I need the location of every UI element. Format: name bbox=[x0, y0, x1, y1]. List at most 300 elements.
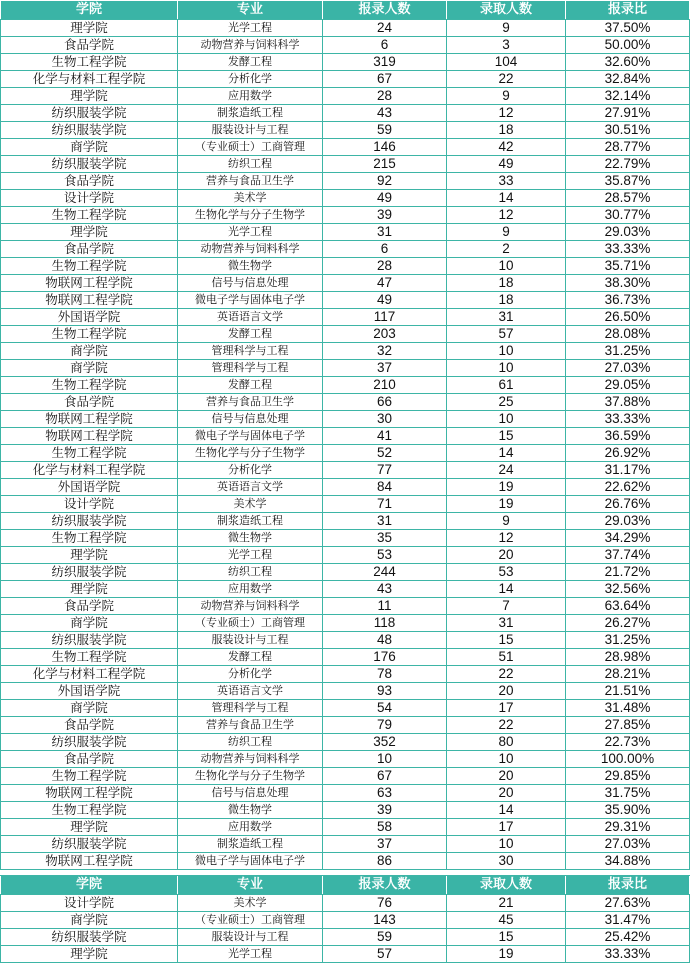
applicants-cell: 11 bbox=[323, 598, 447, 615]
applicants-cell: 52 bbox=[323, 445, 447, 462]
college-cell: 物联网工程学院 bbox=[1, 853, 178, 870]
table-row bbox=[1, 819, 690, 836]
major-cell: 微生物学 bbox=[178, 530, 323, 547]
ratio-cell: 38.30% bbox=[566, 275, 690, 292]
admitted-cell: 14 bbox=[447, 581, 566, 598]
ratio-cell: 30.51% bbox=[566, 122, 690, 139]
college-cell: 生物工程学院 bbox=[1, 377, 178, 394]
table-row bbox=[1, 20, 690, 37]
admitted-cell: 12 bbox=[447, 207, 566, 224]
admitted-cell: 10 bbox=[447, 836, 566, 853]
ratio-cell: 37.88% bbox=[566, 394, 690, 411]
college-cell: 生物工程学院 bbox=[1, 445, 178, 462]
college-cell: 理学院 bbox=[1, 946, 178, 963]
major-cell: 制浆造纸工程 bbox=[178, 105, 323, 122]
major-cell: 分析化学 bbox=[178, 71, 323, 88]
table-row bbox=[1, 700, 690, 717]
table-row bbox=[1, 394, 690, 411]
applicants-cell: 319 bbox=[323, 54, 447, 71]
applicants-cell: 28 bbox=[323, 258, 447, 275]
ratio-cell: 31.25% bbox=[566, 343, 690, 360]
major-cell: （专业硕士）工商管理 bbox=[178, 615, 323, 632]
admitted-cell: 10 bbox=[447, 411, 566, 428]
admitted-cell: 19 bbox=[447, 946, 566, 963]
major-cell: 光学工程 bbox=[178, 547, 323, 564]
header-applicants: 报录人数 bbox=[323, 1, 447, 20]
college-cell: 商学院 bbox=[1, 343, 178, 360]
ratio-cell: 27.03% bbox=[566, 836, 690, 853]
major-cell: 微生物学 bbox=[178, 802, 323, 819]
table-row bbox=[1, 751, 690, 768]
admitted-cell: 20 bbox=[447, 683, 566, 700]
major-cell: 纺织工程 bbox=[178, 734, 323, 751]
header-admitted: 录取人数 bbox=[447, 876, 566, 895]
table-row bbox=[1, 547, 690, 564]
college-cell: 生物工程学院 bbox=[1, 207, 178, 224]
table-row bbox=[1, 326, 690, 343]
applicants-cell: 86 bbox=[323, 853, 447, 870]
table-row bbox=[1, 912, 690, 929]
major-cell: 英语语言文学 bbox=[178, 479, 323, 496]
college-cell: 食品学院 bbox=[1, 394, 178, 411]
table-row bbox=[1, 836, 690, 853]
major-cell: 服装设计与工程 bbox=[178, 929, 323, 946]
applicants-cell: 93 bbox=[323, 683, 447, 700]
table-row bbox=[1, 853, 690, 870]
college-cell: 生物工程学院 bbox=[1, 768, 178, 785]
admitted-cell: 17 bbox=[447, 700, 566, 717]
applicants-cell: 32 bbox=[323, 343, 447, 360]
college-cell: 纺织服装学院 bbox=[1, 734, 178, 751]
ratio-cell: 29.31% bbox=[566, 819, 690, 836]
college-cell: 化学与材料工程学院 bbox=[1, 462, 178, 479]
table-row bbox=[1, 615, 690, 632]
applicants-cell: 79 bbox=[323, 717, 447, 734]
major-cell: 分析化学 bbox=[178, 666, 323, 683]
applicants-cell: 37 bbox=[323, 836, 447, 853]
table-row bbox=[1, 734, 690, 751]
table-row bbox=[1, 37, 690, 54]
college-cell: 设计学院 bbox=[1, 895, 178, 912]
applicants-cell: 58 bbox=[323, 819, 447, 836]
admitted-cell: 24 bbox=[447, 462, 566, 479]
major-cell: 生物化学与分子生物学 bbox=[178, 445, 323, 462]
college-cell: 商学院 bbox=[1, 700, 178, 717]
major-cell: 营养与食品卫生学 bbox=[178, 173, 323, 190]
college-cell: 物联网工程学院 bbox=[1, 411, 178, 428]
major-cell: 光学工程 bbox=[178, 20, 323, 37]
admitted-cell: 10 bbox=[447, 360, 566, 377]
table-row bbox=[1, 156, 690, 173]
table-row bbox=[1, 292, 690, 309]
table-row bbox=[1, 122, 690, 139]
header-ratio: 报录比 bbox=[566, 1, 690, 20]
applicants-cell: 53 bbox=[323, 547, 447, 564]
admitted-cell: 7 bbox=[447, 598, 566, 615]
ratio-cell: 36.59% bbox=[566, 428, 690, 445]
applicants-cell: 92 bbox=[323, 173, 447, 190]
major-cell: 英语语言文学 bbox=[178, 309, 323, 326]
major-cell: 光学工程 bbox=[178, 946, 323, 963]
college-cell: 纺织服装学院 bbox=[1, 105, 178, 122]
table-row bbox=[1, 946, 690, 963]
table-row bbox=[1, 258, 690, 275]
major-cell: 纺织工程 bbox=[178, 564, 323, 581]
admitted-cell: 57 bbox=[447, 326, 566, 343]
table-row bbox=[1, 360, 690, 377]
admitted-cell: 49 bbox=[447, 156, 566, 173]
admitted-cell: 20 bbox=[447, 768, 566, 785]
admitted-cell: 19 bbox=[447, 479, 566, 496]
major-cell: 英语语言文学 bbox=[178, 683, 323, 700]
admitted-cell: 14 bbox=[447, 190, 566, 207]
ratio-cell: 28.21% bbox=[566, 666, 690, 683]
ratio-cell: 33.33% bbox=[566, 411, 690, 428]
admitted-cell: 20 bbox=[447, 785, 566, 802]
ratio-cell: 31.47% bbox=[566, 912, 690, 929]
admitted-cell: 20 bbox=[447, 547, 566, 564]
major-cell: 制浆造纸工程 bbox=[178, 513, 323, 530]
admitted-cell: 3 bbox=[447, 37, 566, 54]
applicants-cell: 35 bbox=[323, 530, 447, 547]
ratio-cell: 100.00% bbox=[566, 751, 690, 768]
ratio-cell: 33.33% bbox=[566, 241, 690, 258]
admitted-cell: 10 bbox=[447, 343, 566, 360]
applicants-cell: 31 bbox=[323, 224, 447, 241]
ratio-cell: 27.91% bbox=[566, 105, 690, 122]
table-row bbox=[1, 785, 690, 802]
ratio-cell: 34.29% bbox=[566, 530, 690, 547]
table-row bbox=[1, 105, 690, 122]
admitted-cell: 22 bbox=[447, 717, 566, 734]
college-cell: 商学院 bbox=[1, 912, 178, 929]
applicants-cell: 84 bbox=[323, 479, 447, 496]
admitted-cell: 18 bbox=[447, 292, 566, 309]
header-row bbox=[1, 1, 690, 20]
table-row bbox=[1, 462, 690, 479]
applicants-cell: 49 bbox=[323, 292, 447, 309]
applicants-cell: 48 bbox=[323, 632, 447, 649]
admitted-cell: 14 bbox=[447, 445, 566, 462]
major-cell: 微电子学与固体电子学 bbox=[178, 292, 323, 309]
ratio-cell: 21.72% bbox=[566, 564, 690, 581]
header-admitted: 录取人数 bbox=[447, 1, 566, 20]
major-cell: 微电子学与固体电子学 bbox=[178, 853, 323, 870]
college-cell: 生物工程学院 bbox=[1, 530, 178, 547]
applicants-cell: 41 bbox=[323, 428, 447, 445]
college-cell: 食品学院 bbox=[1, 717, 178, 734]
applicants-cell: 10 bbox=[323, 751, 447, 768]
ratio-cell: 27.63% bbox=[566, 895, 690, 912]
applicants-cell: 67 bbox=[323, 768, 447, 785]
table-row bbox=[1, 190, 690, 207]
college-cell: 食品学院 bbox=[1, 751, 178, 768]
table-row bbox=[1, 479, 690, 496]
applicants-cell: 49 bbox=[323, 190, 447, 207]
college-cell: 理学院 bbox=[1, 224, 178, 241]
major-cell: 信号与信息处理 bbox=[178, 785, 323, 802]
college-cell: 外国语学院 bbox=[1, 309, 178, 326]
college-cell: 生物工程学院 bbox=[1, 258, 178, 275]
table-row bbox=[1, 173, 690, 190]
table-row bbox=[1, 513, 690, 530]
table-row bbox=[1, 71, 690, 88]
ratio-cell: 28.98% bbox=[566, 649, 690, 666]
applicants-cell: 117 bbox=[323, 309, 447, 326]
applicants-cell: 39 bbox=[323, 207, 447, 224]
table-row bbox=[1, 530, 690, 547]
college-cell: 理学院 bbox=[1, 20, 178, 37]
table-row bbox=[1, 241, 690, 258]
ratio-cell: 22.73% bbox=[566, 734, 690, 751]
table-row bbox=[1, 632, 690, 649]
major-cell: 应用数学 bbox=[178, 581, 323, 598]
header-applicants: 报录人数 bbox=[323, 876, 447, 895]
applicants-cell: 176 bbox=[323, 649, 447, 666]
admitted-cell: 15 bbox=[447, 428, 566, 445]
table-row bbox=[1, 309, 690, 326]
college-cell: 化学与材料工程学院 bbox=[1, 71, 178, 88]
table-row bbox=[1, 649, 690, 666]
admitted-cell: 15 bbox=[447, 632, 566, 649]
admitted-cell: 80 bbox=[447, 734, 566, 751]
applicants-cell: 57 bbox=[323, 946, 447, 963]
ratio-cell: 50.00% bbox=[566, 37, 690, 54]
applicants-cell: 28 bbox=[323, 88, 447, 105]
major-cell: 微生物学 bbox=[178, 258, 323, 275]
header-major: 专业 bbox=[178, 876, 323, 895]
table-row bbox=[1, 598, 690, 615]
table-row bbox=[1, 207, 690, 224]
applicants-cell: 352 bbox=[323, 734, 447, 751]
college-cell: 纺织服装学院 bbox=[1, 156, 178, 173]
ratio-cell: 26.50% bbox=[566, 309, 690, 326]
major-cell: 制浆造纸工程 bbox=[178, 836, 323, 853]
major-cell: 微电子学与固体电子学 bbox=[178, 428, 323, 445]
table-row bbox=[1, 802, 690, 819]
college-cell: 纺织服装学院 bbox=[1, 929, 178, 946]
ratio-cell: 32.60% bbox=[566, 54, 690, 71]
header-ratio: 报录比 bbox=[566, 876, 690, 895]
college-cell: 理学院 bbox=[1, 581, 178, 598]
major-cell: 动物营养与饲料科学 bbox=[178, 751, 323, 768]
admitted-cell: 15 bbox=[447, 929, 566, 946]
ratio-cell: 35.71% bbox=[566, 258, 690, 275]
table-row bbox=[1, 564, 690, 581]
ratio-cell: 29.03% bbox=[566, 224, 690, 241]
college-cell: 设计学院 bbox=[1, 496, 178, 513]
major-cell: 光学工程 bbox=[178, 224, 323, 241]
ratio-cell: 22.79% bbox=[566, 156, 690, 173]
applicants-cell: 71 bbox=[323, 496, 447, 513]
ratio-cell: 26.76% bbox=[566, 496, 690, 513]
applicants-cell: 37 bbox=[323, 360, 447, 377]
major-cell: 信号与信息处理 bbox=[178, 411, 323, 428]
major-cell: 美术学 bbox=[178, 190, 323, 207]
applicants-cell: 39 bbox=[323, 802, 447, 819]
ratio-cell: 31.25% bbox=[566, 632, 690, 649]
admitted-cell: 30 bbox=[447, 853, 566, 870]
admitted-cell: 10 bbox=[447, 751, 566, 768]
major-cell: 管理科学与工程 bbox=[178, 343, 323, 360]
college-cell: 纺织服装学院 bbox=[1, 513, 178, 530]
applicants-cell: 78 bbox=[323, 666, 447, 683]
applicants-cell: 59 bbox=[323, 929, 447, 946]
college-cell: 物联网工程学院 bbox=[1, 785, 178, 802]
college-cell: 食品学院 bbox=[1, 241, 178, 258]
college-cell: 商学院 bbox=[1, 139, 178, 156]
applicants-cell: 143 bbox=[323, 912, 447, 929]
college-cell: 纺织服装学院 bbox=[1, 122, 178, 139]
admitted-cell: 12 bbox=[447, 105, 566, 122]
applicants-cell: 24 bbox=[323, 20, 447, 37]
college-cell: 纺织服装学院 bbox=[1, 564, 178, 581]
admitted-cell: 2 bbox=[447, 241, 566, 258]
ratio-cell: 32.56% bbox=[566, 581, 690, 598]
applicants-cell: 77 bbox=[323, 462, 447, 479]
applicants-cell: 54 bbox=[323, 700, 447, 717]
major-cell: 美术学 bbox=[178, 496, 323, 513]
ratio-cell: 35.87% bbox=[566, 173, 690, 190]
major-cell: 发酵工程 bbox=[178, 326, 323, 343]
college-cell: 物联网工程学院 bbox=[1, 275, 178, 292]
admitted-cell: 12 bbox=[447, 530, 566, 547]
admitted-cell: 51 bbox=[447, 649, 566, 666]
college-cell: 纺织服装学院 bbox=[1, 632, 178, 649]
major-cell: 应用数学 bbox=[178, 88, 323, 105]
college-cell: 理学院 bbox=[1, 819, 178, 836]
ratio-cell: 37.74% bbox=[566, 547, 690, 564]
applicants-cell: 31 bbox=[323, 513, 447, 530]
ratio-cell: 31.17% bbox=[566, 462, 690, 479]
college-cell: 生物工程学院 bbox=[1, 326, 178, 343]
college-cell: 理学院 bbox=[1, 547, 178, 564]
applicants-cell: 30 bbox=[323, 411, 447, 428]
table-row bbox=[1, 445, 690, 462]
table-row bbox=[1, 496, 690, 513]
applicants-cell: 6 bbox=[323, 37, 447, 54]
applicants-cell: 66 bbox=[323, 394, 447, 411]
major-cell: 发酵工程 bbox=[178, 649, 323, 666]
major-cell: 应用数学 bbox=[178, 819, 323, 836]
college-cell: 设计学院 bbox=[1, 190, 178, 207]
header-college: 学院 bbox=[1, 1, 178, 20]
college-cell: 化学与材料工程学院 bbox=[1, 666, 178, 683]
header-row-2 bbox=[1, 876, 690, 895]
ratio-cell: 27.03% bbox=[566, 360, 690, 377]
major-cell: 分析化学 bbox=[178, 462, 323, 479]
admitted-cell: 45 bbox=[447, 912, 566, 929]
ratio-cell: 28.77% bbox=[566, 139, 690, 156]
college-cell: 外国语学院 bbox=[1, 683, 178, 700]
ratio-cell: 36.73% bbox=[566, 292, 690, 309]
ratio-cell: 34.88% bbox=[566, 853, 690, 870]
applicants-cell: 118 bbox=[323, 615, 447, 632]
admitted-cell: 18 bbox=[447, 275, 566, 292]
major-cell: （专业硕士）工商管理 bbox=[178, 139, 323, 156]
ratio-cell: 29.85% bbox=[566, 768, 690, 785]
table-row bbox=[1, 54, 690, 71]
college-cell: 生物工程学院 bbox=[1, 802, 178, 819]
admitted-cell: 22 bbox=[447, 71, 566, 88]
admitted-cell: 31 bbox=[447, 615, 566, 632]
table-row bbox=[1, 88, 690, 105]
table-row bbox=[1, 224, 690, 241]
applicants-cell: 215 bbox=[323, 156, 447, 173]
ratio-cell: 32.84% bbox=[566, 71, 690, 88]
admitted-cell: 33 bbox=[447, 173, 566, 190]
major-cell: 动物营养与饲料科学 bbox=[178, 598, 323, 615]
table-row bbox=[1, 275, 690, 292]
major-cell: 管理科学与工程 bbox=[178, 360, 323, 377]
table-row bbox=[1, 343, 690, 360]
admitted-cell: 31 bbox=[447, 309, 566, 326]
applicants-cell: 244 bbox=[323, 564, 447, 581]
table-row bbox=[1, 581, 690, 598]
admitted-cell: 9 bbox=[447, 88, 566, 105]
admitted-cell: 17 bbox=[447, 819, 566, 836]
college-cell: 食品学院 bbox=[1, 173, 178, 190]
applicants-cell: 43 bbox=[323, 105, 447, 122]
college-cell: 外国语学院 bbox=[1, 479, 178, 496]
major-cell: 发酵工程 bbox=[178, 54, 323, 71]
ratio-cell: 31.48% bbox=[566, 700, 690, 717]
ratio-cell: 30.77% bbox=[566, 207, 690, 224]
ratio-cell: 29.03% bbox=[566, 513, 690, 530]
college-cell: 商学院 bbox=[1, 360, 178, 377]
major-cell: 生物化学与分子生物学 bbox=[178, 207, 323, 224]
ratio-cell: 25.42% bbox=[566, 929, 690, 946]
admitted-cell: 104 bbox=[447, 54, 566, 71]
header-college: 学院 bbox=[1, 876, 178, 895]
table-row bbox=[1, 411, 690, 428]
major-cell: 发酵工程 bbox=[178, 377, 323, 394]
major-cell: 服装设计与工程 bbox=[178, 632, 323, 649]
college-cell: 物联网工程学院 bbox=[1, 292, 178, 309]
applicants-cell: 43 bbox=[323, 581, 447, 598]
admitted-cell: 53 bbox=[447, 564, 566, 581]
ratio-cell: 63.64% bbox=[566, 598, 690, 615]
major-cell: 服装设计与工程 bbox=[178, 122, 323, 139]
table-row bbox=[1, 683, 690, 700]
table-row bbox=[1, 666, 690, 683]
admitted-cell: 9 bbox=[447, 513, 566, 530]
table-row bbox=[1, 768, 690, 785]
applicants-cell: 146 bbox=[323, 139, 447, 156]
ratio-cell: 26.92% bbox=[566, 445, 690, 462]
ratio-cell: 37.50% bbox=[566, 20, 690, 37]
major-cell: 纺织工程 bbox=[178, 156, 323, 173]
ratio-cell: 28.08% bbox=[566, 326, 690, 343]
college-cell: 物联网工程学院 bbox=[1, 428, 178, 445]
major-cell: 营养与食品卫生学 bbox=[178, 394, 323, 411]
college-cell: 商学院 bbox=[1, 615, 178, 632]
admitted-cell: 9 bbox=[447, 224, 566, 241]
applicants-cell: 47 bbox=[323, 275, 447, 292]
admitted-cell: 25 bbox=[447, 394, 566, 411]
ratio-cell: 35.90% bbox=[566, 802, 690, 819]
admitted-cell: 9 bbox=[447, 20, 566, 37]
college-cell: 生物工程学院 bbox=[1, 649, 178, 666]
admitted-cell: 22 bbox=[447, 666, 566, 683]
admitted-cell: 10 bbox=[447, 258, 566, 275]
major-cell: 动物营养与饲料科学 bbox=[178, 37, 323, 54]
major-cell: 动物营养与饲料科学 bbox=[178, 241, 323, 258]
applicants-cell: 203 bbox=[323, 326, 447, 343]
major-cell: 管理科学与工程 bbox=[178, 700, 323, 717]
admitted-cell: 14 bbox=[447, 802, 566, 819]
table-row bbox=[1, 929, 690, 946]
